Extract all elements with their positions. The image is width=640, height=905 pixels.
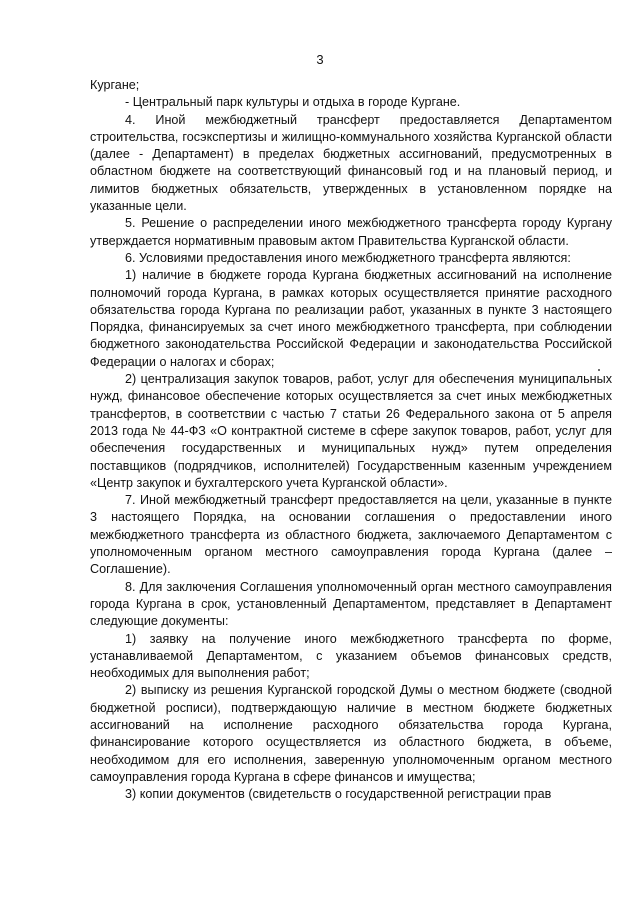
paragraph-8-item-1: 1) заявку на получение иного межбюджетного трансферта по форме, устанавливаемой Департаментом, с указанием объемов финансовых средств, необходимых для выполнения работ; (90, 631, 612, 681)
paragraph-8: 8. Для заключения Соглашения уполномоченный орган местного самоуправления города Кургана в срок, установленный Департаментом, представляет в Департамент следующие документы: (90, 579, 612, 629)
list-item-park: - Центральный парк культуры и отдыха в городе Кургане. (125, 95, 461, 110)
paragraph-5: 5. Решение о распределении иного межбюджетного трансферта городу Кургану утверждается нормативным правовым актом Правительства Курганской области. (90, 216, 612, 248)
document-body (90, 77, 612, 803)
paragraph-8-item-2: 2) выписку из решения Курганской городской Думы о местном бюджете (сводной бюджетной росписи), подтверждающую наличие в местном бюджете бюджетных ассигнований на исполнение расходного обязательства города Кургана, финансирование которого осуществляется из областного бюджета, в объеме, необходимом для его исполнения, заверенную уполномоченным органом местного самоуправления города Кургана в сфере финансов и имущества; (90, 683, 612, 784)
paragraph-continuation: Кургане; (90, 78, 140, 92)
paragraph-6-item-1: 1) наличие в бюджете города Кургана бюджетных ассигнований на исполнение полномочий города Кургана, в рамках которых осуществляется принятие расходного обязательства города Кургана по реализации работ, указанных в пункте 3 настоящего Порядка, финансируемых за счет иного межбюджетного трансферта, при соблюдении бюджетного законодательства Российской Федерации и законодательства Российской Федерации о налогах и сборах; (90, 268, 612, 369)
paragraph-4: 4. Иной межбюджетный трансферт предоставляется Департаментом строительства, госэкспертизы и жилищно-коммунального хозяйства Курганской области (далее - Департамент) в пределах бюджетных ассигнований, предусмотренных в областном бюджете на соответствующий финансовый год и на плановый период, и лимитов бюджетных обязательств, утвержденных в установленном порядке на указанные цели. (90, 112, 612, 214)
paragraph-6: 6. Условиями предоставления иного межбюджетного трансферта являются: (125, 250, 571, 265)
paragraph-8-item-3: 3) копии документов (свидетельств о государственной регистрации прав (125, 787, 552, 802)
paragraph-7: 7. Иной межбюджетный трансферт предоставляется на цели, указанные в пункте 3 настоящего Порядка, на основании соглашения о предоставлении иного межбюджетного трансферта из областного бюджета, заключаемого Департаментом с уполномоченным органом местного самоуправления города Кургана (далее – Соглашение). (90, 493, 612, 577)
scan-speck (598, 369, 600, 371)
paragraph-6-item-2: 2) централизация закупок товаров, работ, услуг для обеспечения муниципальных нужд, финансовое обеспечение которых осуществляется за счет иных межбюджетных трансфертов, в соответствии с частью 7 статьи 26 Федерального закона от 5 апреля 2013 года № 44-ФЗ «О контрактной системе в сфере закупок товаров, работ, услуг для обеспечения государственных и муниципальных нужд» путем определения поставщиков (подрядчиков, исполнителей) Государственным казенным учреждением «Центр закупок и бухгалтерского учета Курганской области». (90, 372, 612, 490)
page-number: 3 (316, 52, 324, 67)
